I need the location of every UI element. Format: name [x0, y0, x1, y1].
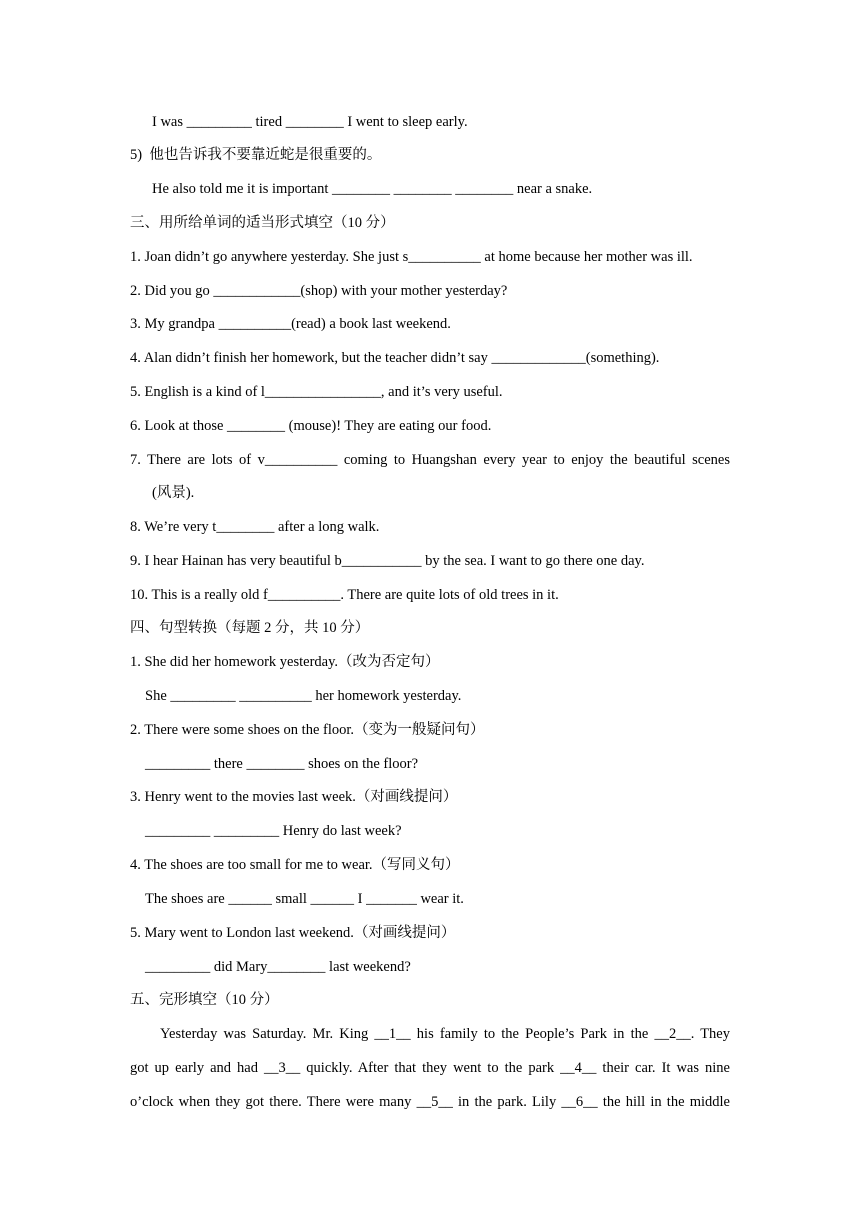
question-item: 5. English is a kind of l________________, and it’s very useful. [130, 384, 503, 400]
question-item: 2. Did you go ____________(shop) with your mother yesterday? [130, 283, 508, 299]
section-heading: 三、用所给单词的适当形式填空（10 分） [130, 215, 395, 231]
answer-line: _________ did Mary________ last weekend? [145, 959, 411, 975]
answer-line: _________ _________ Henry do last week? [145, 823, 402, 839]
answer-line: She _________ __________ her homework yesterday. [145, 688, 462, 704]
cloze-paragraph-line: Yesterday was Saturday. Mr. King __1__ his family to the People’s Park in the __2__. They [160, 1026, 730, 1042]
cloze-paragraph-line: o’clock when they got there. There were many __5__ in the park. Lily __6__ the hill in the middle [130, 1094, 730, 1110]
question-item: 5. Mary went to London last weekend.（对画线提问） [130, 925, 456, 941]
question-item: 3. My grandpa __________(read) a book last weekend. [130, 316, 451, 332]
question-item: 3. Henry went to the movies last week.（对画线提问） [130, 789, 458, 805]
section-heading: 五、完形填空（10 分） [130, 992, 279, 1008]
answer-line: _________ there ________ shoes on the floor? [145, 756, 419, 772]
question-item: 4. Alan didn’t finish her homework, but the teacher didn’t say _____________(something). [130, 350, 660, 366]
question-item: 4. The shoes are too small for me to wear.（写同义句） [130, 857, 460, 873]
question-item: 2. There were some shoes on the floor.（变为一般疑问句） [130, 722, 485, 738]
question-item: 1. Joan didn’t go anywhere yesterday. She just s__________ at home because her mother was ill. [130, 249, 693, 265]
question-item: 6. Look at those ________ (mouse)! They are eating our food. [130, 418, 492, 434]
cloze-paragraph-line: got up early and had __3__ quickly. After that they went to the park __4__ their car. It was nine [130, 1060, 730, 1076]
section-heading: 四、句型转换（每题 2 分，共 10 分） [130, 620, 370, 636]
question-item: 1. She did her homework yesterday.（改为否定句） [130, 654, 440, 670]
question-item-continuation: (风景). [152, 485, 195, 501]
answer-line: He also told me it is important ________ ________ ________ near a snake. [152, 181, 593, 197]
sentence-line: I was _________ tired ________ I went to sleep early. [152, 114, 468, 130]
answer-line: The shoes are ______ small ______ I _______ wear it. [145, 891, 464, 907]
question-item: 10. This is a really old f__________. There are quite lots of old trees in it. [130, 587, 559, 603]
question-item: 8. We’re very t________ after a long walk. [130, 519, 380, 535]
question-label: 5) 他也告诉我不要靠近蛇是很重要的。 [130, 147, 382, 163]
question-item: 7. There are lots of v__________ coming to Huangshan every year to enjoy the beautiful scenes [130, 452, 730, 468]
question-item: 9. I hear Hainan has very beautiful b___________ by the sea. I want to go there one day. [130, 553, 645, 569]
